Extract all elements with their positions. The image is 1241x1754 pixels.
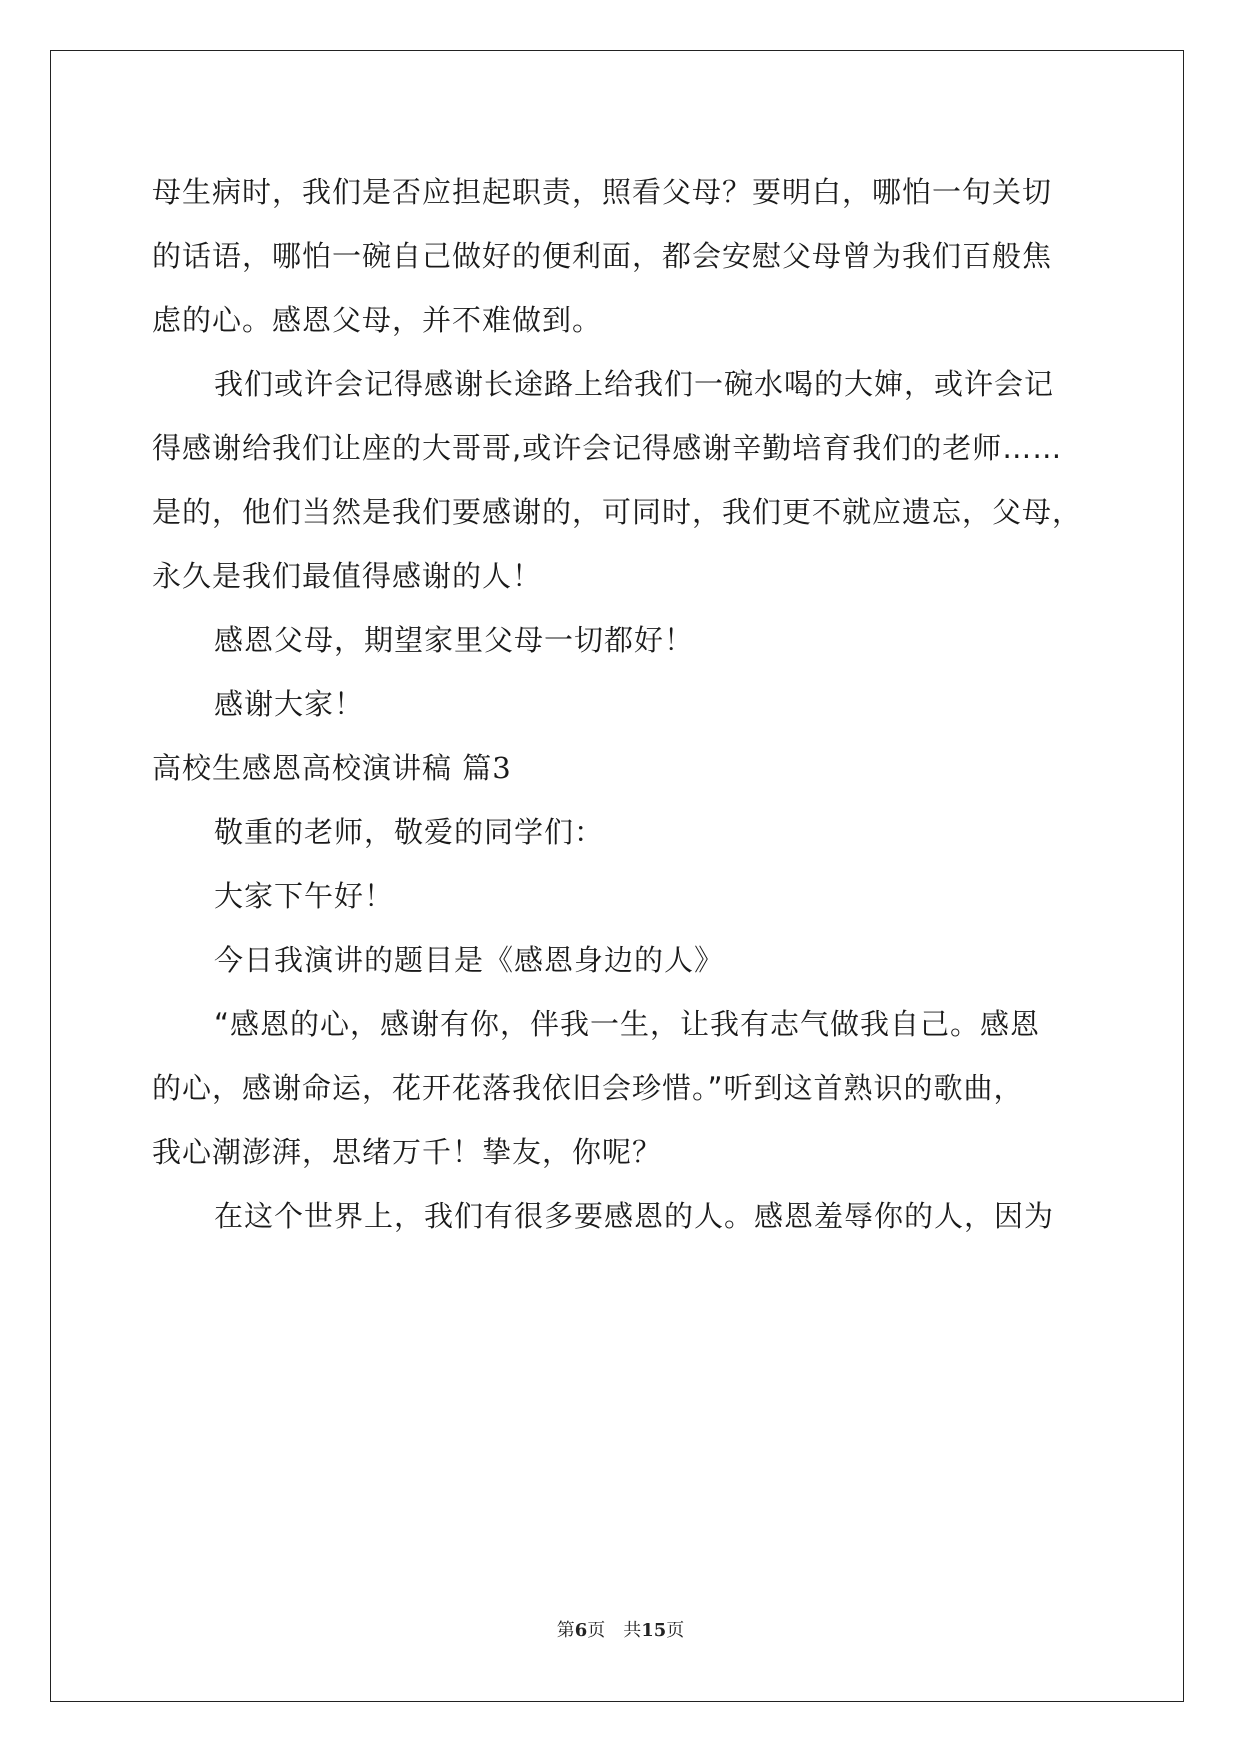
text-line-6: 是的，他们当然是我们要感谢的，可同时，我们更不就应遗忘，父母， (152, 495, 1083, 529)
section-heading: 高校生感恩高校演讲稿 篇3 (152, 751, 512, 785)
document-body (152, 160, 1092, 1248)
text-line-5: 得感谢给我们让座的大哥哥,或许会记得感谢辛勤培育我们的老师…… (152, 431, 1063, 465)
text-line-17: 在这个世界上，我们有很多要感恩的人。感恩羞辱你的人，因为 (214, 1199, 1055, 1233)
text-line-3: 虑的心。感恩父母，并不难做到。 (152, 303, 603, 337)
text-line-11: 敬重的老师，敬爱的同学们： (214, 815, 605, 849)
text-line-7: 永久是我们最值得感谢的人！ (152, 559, 543, 593)
text-line-4: 我们或许会记得感谢长途路上给我们一碗水喝的大婶，或许会记 (214, 367, 1055, 401)
footer-prefix: 第 (556, 1620, 575, 1641)
page-footer (0, 1616, 1241, 1642)
footer-total-suffix: 页 (666, 1620, 685, 1641)
text-line-12: 大家下午好！ (214, 879, 395, 913)
total-page-count: 15 (641, 1620, 667, 1641)
text-line-14: “感恩的心，感谢有你，伴我一生，让我有志气做我自己。感恩 (214, 1007, 1041, 1041)
text-line-16: 我心潮澎湃，思绪万千！挚友，你呢？ (152, 1135, 663, 1169)
text-line-13: 今日我演讲的题目是《感恩身边的人》 (214, 943, 725, 977)
text-line-1: 母生病时，我们是否应担起职责，照看父母？要明白，哪怕一句关切 (152, 175, 1053, 209)
text-line-8: 感恩父母，期望家里父母一切都好！ (214, 623, 695, 657)
text-line-15: 的心，感谢命运，花开花落我依旧会珍惜。”听到这首熟识的歌曲， (152, 1071, 1024, 1105)
current-page-number: 6 (574, 1620, 588, 1641)
text-line-2: 的话语，哪怕一碗自己做好的便利面，都会安慰父母曾为我们百般焦 (152, 239, 1053, 273)
footer-total-prefix: 共 (623, 1620, 642, 1641)
text-line-9: 感谢大家！ (214, 687, 365, 721)
footer-page-suffix: 页 (587, 1620, 606, 1641)
